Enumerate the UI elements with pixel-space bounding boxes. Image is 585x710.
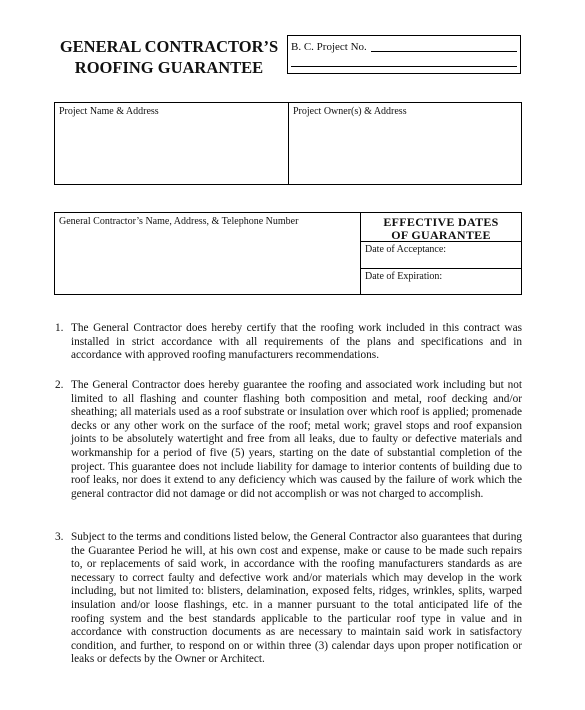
bc-project-number-field[interactable]: [371, 51, 517, 52]
title-line-1: GENERAL CONTRACTOR’S: [59, 37, 279, 56]
project-name-address-label: Project Name & Address: [59, 106, 159, 117]
clause-text: The General Contractor does hereby guarantee the roofing and associated work including but not limited to all flashing and counter flashing both composition and metal, roof decking and/or sheathing; all materials used as a roof substrate or insulation over which roof is applied; promenade decks or any other work on the surface of the roof; metal work; gravel stops and roof expansion joints to be absolutely watertight and free from all leaks, due to faulty or defective materials and workmanship for a period of five (5) years, starting on the date of substantial completion of the project. This guarantee does not include liability for damage to interior contents of building due to roof leaks, nor does it extend to any deficiency which was caused by the failure of work which the general contractor did not damage or did not accomplish or was not charged to accomplish.: [71, 379, 522, 500]
clause-number: 1.: [55, 322, 64, 334]
bc-project-box: [287, 35, 521, 74]
clause-1: [55, 322, 522, 363]
date-of-expiration-label: Date of Expiration:: [365, 271, 443, 282]
effective-dates-heading: [361, 216, 521, 242]
clause-2: [55, 379, 522, 501]
effective-dates-rule-2: [360, 268, 521, 269]
date-of-acceptance-label: Date of Acceptance:: [365, 244, 447, 255]
contractor-info-box: [54, 212, 522, 295]
bc-project-label: B. C. Project No.: [291, 41, 367, 53]
document-title: [50, 36, 288, 78]
clause-3: [55, 531, 522, 667]
clause-text: The General Contractor does hereby certify that the roofing work included in this contract was installed in strict accordance with all requirements of the plans and specifications and in accordance with approved roofing manufacturers recommendations.: [71, 322, 522, 362]
project-box-divider: [288, 103, 289, 184]
project-info-box: [54, 102, 522, 185]
title-line-2: ROOFING GUARANTEE: [74, 58, 264, 77]
project-owner-label: Project Owner(s) & Address: [293, 106, 407, 117]
effective-dates-line-2: OF GUARANTEE: [391, 228, 491, 242]
effective-dates-rule-1: [360, 241, 521, 242]
effective-dates-line-1: EFFECTIVE DATES: [383, 215, 499, 229]
bc-project-underline: [291, 66, 517, 67]
contractor-label: General Contractor’s Name, Address, & Telephone Number: [59, 216, 299, 227]
clause-number: 2.: [55, 379, 64, 391]
clause-number: 3.: [55, 531, 64, 543]
clause-text: Subject to the terms and conditions listed below, the General Contractor also guarantees that during the Guarantee Period he will, at his own cost and expense, make or cause to be made such repairs to, or replacements of said work, in accordance with the roofing manufacturers standards as are necessary to correct faulty and defective work and/or materials which may develop in the work including, but not limited to: blisters, delamination, exposed felts, ridges, wrinkles, splits, warped insulation and/or loose flashings, etc. in a manner pursuant to the total anticipated life of the roofing system and the best standards applicable to the particular roof type in value and in accordance with construction documents as are necessary to maintain said work in satisfactory condition, and further, to respond on or within three (3) calendar days upon proper notification or leaks or defects by the Owner or Architect.: [71, 531, 522, 666]
